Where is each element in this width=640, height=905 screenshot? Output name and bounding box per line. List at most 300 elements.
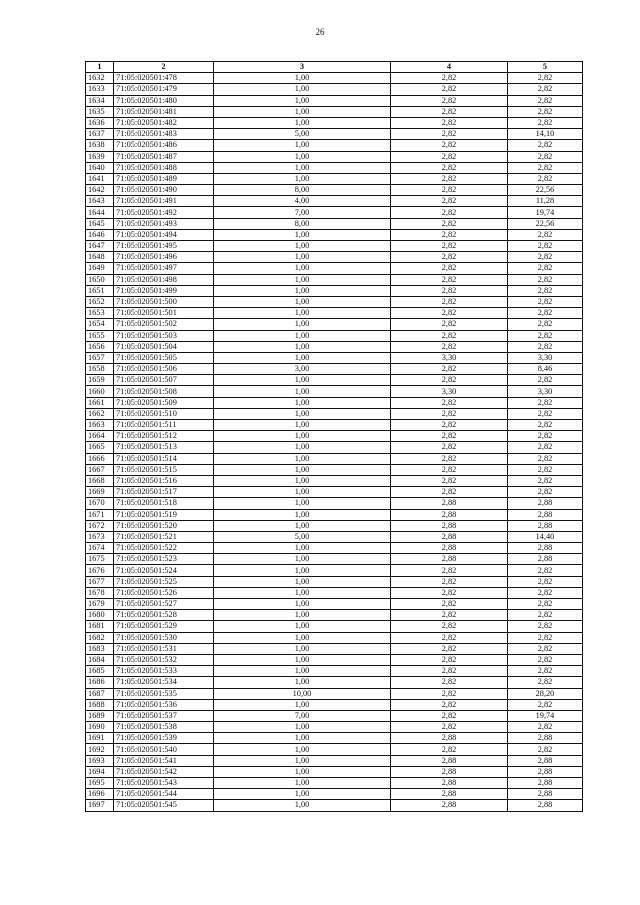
cell-cadastral-number: 71:05:020501:498 bbox=[114, 274, 214, 285]
cell-amount: 2,82 bbox=[508, 252, 583, 263]
table-row bbox=[86, 95, 583, 106]
cell-amount: 2,82 bbox=[508, 263, 583, 274]
cell-row-number: 1649 bbox=[86, 263, 114, 274]
cell-cadastral-number: 71:05:020501:524 bbox=[114, 565, 214, 576]
cell-row-number: 1648 bbox=[86, 252, 114, 263]
cell-cadastral-number: 71:05:020501:480 bbox=[114, 95, 214, 106]
cell-rate: 2,88 bbox=[391, 531, 508, 542]
cell-quantity: 1,00 bbox=[214, 431, 391, 442]
cell-row-number: 1697 bbox=[86, 800, 114, 811]
table-row bbox=[86, 319, 583, 330]
cell-quantity: 7,00 bbox=[214, 710, 391, 721]
cell-row-number: 1663 bbox=[86, 420, 114, 431]
cell-amount: 3,30 bbox=[508, 352, 583, 363]
cell-quantity: 1,00 bbox=[214, 453, 391, 464]
cell-amount: 2,82 bbox=[508, 162, 583, 173]
cell-row-number: 1695 bbox=[86, 778, 114, 789]
cell-quantity: 1,00 bbox=[214, 341, 391, 352]
cell-rate: 2,82 bbox=[391, 117, 508, 128]
table-row bbox=[86, 375, 583, 386]
cell-row-number: 1646 bbox=[86, 229, 114, 240]
cell-amount: 2,82 bbox=[508, 699, 583, 710]
table-row bbox=[86, 196, 583, 207]
cell-rate: 2,82 bbox=[391, 576, 508, 587]
table-row bbox=[86, 185, 583, 196]
cell-quantity: 1,00 bbox=[214, 778, 391, 789]
cell-cadastral-number: 71:05:020501:515 bbox=[114, 464, 214, 475]
cell-row-number: 1677 bbox=[86, 576, 114, 587]
cell-rate: 2,82 bbox=[391, 330, 508, 341]
cell-rate: 2,88 bbox=[391, 755, 508, 766]
cell-row-number: 1660 bbox=[86, 386, 114, 397]
cell-cadastral-number: 71:05:020501:495 bbox=[114, 241, 214, 252]
cell-rate: 2,82 bbox=[391, 140, 508, 151]
cell-amount: 2,88 bbox=[508, 800, 583, 811]
cell-quantity: 1,00 bbox=[214, 666, 391, 677]
cell-rate: 2,88 bbox=[391, 543, 508, 554]
cell-cadastral-number: 71:05:020501:493 bbox=[114, 218, 214, 229]
cell-amount: 2,82 bbox=[508, 487, 583, 498]
table-row bbox=[86, 173, 583, 184]
cell-rate: 2,88 bbox=[391, 789, 508, 800]
cell-cadastral-number: 71:05:020501:505 bbox=[114, 352, 214, 363]
cell-row-number: 1675 bbox=[86, 554, 114, 565]
cell-row-number: 1639 bbox=[86, 151, 114, 162]
cell-rate: 2,82 bbox=[391, 599, 508, 610]
cell-amount: 3,30 bbox=[508, 386, 583, 397]
cell-cadastral-number: 71:05:020501:491 bbox=[114, 196, 214, 207]
cell-quantity: 1,00 bbox=[214, 319, 391, 330]
cell-rate: 2,82 bbox=[391, 241, 508, 252]
cell-quantity: 1,00 bbox=[214, 722, 391, 733]
cell-row-number: 1673 bbox=[86, 531, 114, 542]
cell-cadastral-number: 71:05:020501:543 bbox=[114, 778, 214, 789]
cell-cadastral-number: 71:05:020501:500 bbox=[114, 296, 214, 307]
cell-cadastral-number: 71:05:020501:538 bbox=[114, 722, 214, 733]
cell-cadastral-number: 71:05:020501:490 bbox=[114, 185, 214, 196]
table-row bbox=[86, 744, 583, 755]
cell-quantity: 1,00 bbox=[214, 554, 391, 565]
cell-cadastral-number: 71:05:020501:517 bbox=[114, 487, 214, 498]
cell-quantity: 1,00 bbox=[214, 766, 391, 777]
cell-quantity: 10,00 bbox=[214, 688, 391, 699]
cell-cadastral-number: 71:05:020501:502 bbox=[114, 319, 214, 330]
cell-cadastral-number: 71:05:020501:539 bbox=[114, 733, 214, 744]
cell-row-number: 1640 bbox=[86, 162, 114, 173]
cell-rate: 2,82 bbox=[391, 196, 508, 207]
cell-rate: 2,82 bbox=[391, 364, 508, 375]
cell-cadastral-number: 71:05:020501:483 bbox=[114, 129, 214, 140]
cell-rate: 2,82 bbox=[391, 442, 508, 453]
cell-cadastral-number: 71:05:020501:533 bbox=[114, 666, 214, 677]
cell-row-number: 1657 bbox=[86, 352, 114, 363]
column-header-1: 1 bbox=[86, 62, 114, 73]
cell-amount: 14,10 bbox=[508, 129, 583, 140]
cell-amount: 2,82 bbox=[508, 420, 583, 431]
cell-rate: 2,82 bbox=[391, 173, 508, 184]
cell-rate: 2,82 bbox=[391, 464, 508, 475]
cell-amount: 2,82 bbox=[508, 442, 583, 453]
cell-quantity: 1,00 bbox=[214, 151, 391, 162]
cell-cadastral-number: 71:05:020501:516 bbox=[114, 475, 214, 486]
cell-quantity: 3,00 bbox=[214, 364, 391, 375]
cell-row-number: 1679 bbox=[86, 599, 114, 610]
cell-quantity: 1,00 bbox=[214, 498, 391, 509]
cell-row-number: 1651 bbox=[86, 285, 114, 296]
cell-quantity: 1,00 bbox=[214, 408, 391, 419]
cell-amount: 2,82 bbox=[508, 140, 583, 151]
cell-cadastral-number: 71:05:020501:541 bbox=[114, 755, 214, 766]
table-row bbox=[86, 643, 583, 654]
cell-rate: 2,82 bbox=[391, 610, 508, 621]
table-row bbox=[86, 352, 583, 363]
cell-row-number: 1652 bbox=[86, 296, 114, 307]
cell-quantity: 1,00 bbox=[214, 229, 391, 240]
cell-amount: 28,20 bbox=[508, 688, 583, 699]
cell-amount: 2,82 bbox=[508, 241, 583, 252]
column-header-3: 3 bbox=[214, 62, 391, 73]
cell-rate: 2,82 bbox=[391, 106, 508, 117]
cell-row-number: 1635 bbox=[86, 106, 114, 117]
cell-rate: 2,88 bbox=[391, 554, 508, 565]
cell-cadastral-number: 71:05:020501:525 bbox=[114, 576, 214, 587]
table-row bbox=[86, 397, 583, 408]
cell-amount: 2,82 bbox=[508, 643, 583, 654]
table-row bbox=[86, 509, 583, 520]
cell-row-number: 1650 bbox=[86, 274, 114, 285]
cell-amount: 2,82 bbox=[508, 464, 583, 475]
cell-rate: 2,88 bbox=[391, 778, 508, 789]
cell-row-number: 1680 bbox=[86, 610, 114, 621]
cell-row-number: 1634 bbox=[86, 95, 114, 106]
column-header-2: 2 bbox=[114, 62, 214, 73]
cell-quantity: 1,00 bbox=[214, 677, 391, 688]
cell-row-number: 1645 bbox=[86, 218, 114, 229]
cell-rate: 2,82 bbox=[391, 475, 508, 486]
cell-rate: 2,88 bbox=[391, 766, 508, 777]
cell-cadastral-number: 71:05:020501:528 bbox=[114, 610, 214, 621]
table-row bbox=[86, 218, 583, 229]
cell-quantity: 1,00 bbox=[214, 330, 391, 341]
cell-row-number: 1682 bbox=[86, 632, 114, 643]
cell-cadastral-number: 71:05:020501:481 bbox=[114, 106, 214, 117]
cell-quantity: 1,00 bbox=[214, 643, 391, 654]
cell-amount: 2,88 bbox=[508, 778, 583, 789]
cell-cadastral-number: 71:05:020501:520 bbox=[114, 520, 214, 531]
table-row bbox=[86, 722, 583, 733]
cell-quantity: 1,00 bbox=[214, 162, 391, 173]
cell-row-number: 1667 bbox=[86, 464, 114, 475]
table-row bbox=[86, 420, 583, 431]
table-row bbox=[86, 587, 583, 598]
cell-quantity: 1,00 bbox=[214, 475, 391, 486]
cell-cadastral-number: 71:05:020501:499 bbox=[114, 285, 214, 296]
cell-amount: 2,82 bbox=[508, 151, 583, 162]
table-row bbox=[86, 677, 583, 688]
cell-cadastral-number: 71:05:020501:514 bbox=[114, 453, 214, 464]
cell-cadastral-number: 71:05:020501:509 bbox=[114, 397, 214, 408]
cell-quantity: 1,00 bbox=[214, 296, 391, 307]
cell-rate: 2,82 bbox=[391, 677, 508, 688]
cell-cadastral-number: 71:05:020501:507 bbox=[114, 375, 214, 386]
cell-quantity: 1,00 bbox=[214, 173, 391, 184]
cell-row-number: 1643 bbox=[86, 196, 114, 207]
cell-rate: 2,82 bbox=[391, 285, 508, 296]
cell-rate: 2,82 bbox=[391, 420, 508, 431]
cell-quantity: 1,00 bbox=[214, 733, 391, 744]
cell-row-number: 1692 bbox=[86, 744, 114, 755]
cell-cadastral-number: 71:05:020501:526 bbox=[114, 587, 214, 598]
cell-amount: 2,82 bbox=[508, 397, 583, 408]
cell-quantity: 1,00 bbox=[214, 587, 391, 598]
table-row bbox=[86, 129, 583, 140]
cell-rate: 2,88 bbox=[391, 733, 508, 744]
cell-amount: 2,88 bbox=[508, 789, 583, 800]
cell-quantity: 1,00 bbox=[214, 520, 391, 531]
cell-rate: 2,82 bbox=[391, 162, 508, 173]
cell-cadastral-number: 71:05:020501:527 bbox=[114, 599, 214, 610]
cell-quantity: 5,00 bbox=[214, 129, 391, 140]
cell-amount: 2,88 bbox=[508, 543, 583, 554]
table-row bbox=[86, 666, 583, 677]
cell-row-number: 1693 bbox=[86, 755, 114, 766]
cell-rate: 2,82 bbox=[391, 151, 508, 162]
cell-amount: 2,82 bbox=[508, 677, 583, 688]
data-table bbox=[85, 61, 583, 812]
cell-row-number: 1687 bbox=[86, 688, 114, 699]
cell-rate: 2,82 bbox=[391, 632, 508, 643]
cell-rate: 2,82 bbox=[391, 229, 508, 240]
cell-cadastral-number: 71:05:020501:510 bbox=[114, 408, 214, 419]
cell-quantity: 1,00 bbox=[214, 699, 391, 710]
cell-quantity: 1,00 bbox=[214, 442, 391, 453]
cell-row-number: 1665 bbox=[86, 442, 114, 453]
table-row bbox=[86, 151, 583, 162]
table-row bbox=[86, 453, 583, 464]
table-row bbox=[86, 364, 583, 375]
cell-rate: 2,82 bbox=[391, 744, 508, 755]
cell-quantity: 8,00 bbox=[214, 185, 391, 196]
table-row bbox=[86, 755, 583, 766]
cell-quantity: 1,00 bbox=[214, 274, 391, 285]
cell-cadastral-number: 71:05:020501:537 bbox=[114, 710, 214, 721]
cell-cadastral-number: 71:05:020501:501 bbox=[114, 308, 214, 319]
cell-row-number: 1686 bbox=[86, 677, 114, 688]
cell-amount: 2,82 bbox=[508, 475, 583, 486]
table-row bbox=[86, 498, 583, 509]
cell-row-number: 1668 bbox=[86, 475, 114, 486]
cell-quantity: 1,00 bbox=[214, 654, 391, 665]
cell-rate: 3,30 bbox=[391, 386, 508, 397]
cell-row-number: 1688 bbox=[86, 699, 114, 710]
cell-amount: 2,88 bbox=[508, 766, 583, 777]
cell-quantity: 1,00 bbox=[214, 789, 391, 800]
table-row bbox=[86, 632, 583, 643]
cell-rate: 2,82 bbox=[391, 296, 508, 307]
cell-cadastral-number: 71:05:020501:513 bbox=[114, 442, 214, 453]
cell-row-number: 1633 bbox=[86, 84, 114, 95]
table-row bbox=[86, 241, 583, 252]
cell-quantity: 1,00 bbox=[214, 285, 391, 296]
table-row bbox=[86, 487, 583, 498]
cell-cadastral-number: 71:05:020501:536 bbox=[114, 699, 214, 710]
cell-quantity: 8,00 bbox=[214, 218, 391, 229]
cell-row-number: 1683 bbox=[86, 643, 114, 654]
cell-row-number: 1678 bbox=[86, 587, 114, 598]
cell-quantity: 1,00 bbox=[214, 800, 391, 811]
cell-quantity: 1,00 bbox=[214, 744, 391, 755]
cell-cadastral-number: 71:05:020501:530 bbox=[114, 632, 214, 643]
table-row bbox=[86, 408, 583, 419]
cell-amount: 2,88 bbox=[508, 554, 583, 565]
cell-amount: 2,82 bbox=[508, 632, 583, 643]
column-header-4: 4 bbox=[391, 62, 508, 73]
table-row bbox=[86, 464, 583, 475]
cell-row-number: 1671 bbox=[86, 509, 114, 520]
cell-amount: 2,88 bbox=[508, 498, 583, 509]
table-row bbox=[86, 296, 583, 307]
cell-rate: 2,82 bbox=[391, 699, 508, 710]
cell-quantity: 1,00 bbox=[214, 565, 391, 576]
cell-quantity: 1,00 bbox=[214, 599, 391, 610]
cell-cadastral-number: 71:05:020501:506 bbox=[114, 364, 214, 375]
table-row bbox=[86, 140, 583, 151]
cell-rate: 2,82 bbox=[391, 487, 508, 498]
cell-rate: 2,82 bbox=[391, 274, 508, 285]
cell-row-number: 1659 bbox=[86, 375, 114, 386]
cell-rate: 2,82 bbox=[391, 587, 508, 598]
cell-row-number: 1654 bbox=[86, 319, 114, 330]
cell-quantity: 4,00 bbox=[214, 196, 391, 207]
table-row bbox=[86, 117, 583, 128]
cell-cadastral-number: 71:05:020501:486 bbox=[114, 140, 214, 151]
table-body bbox=[86, 73, 583, 811]
cell-rate: 2,82 bbox=[391, 666, 508, 677]
cell-cadastral-number: 71:05:020501:535 bbox=[114, 688, 214, 699]
cell-amount: 2,82 bbox=[508, 285, 583, 296]
cell-quantity: 1,00 bbox=[214, 84, 391, 95]
cell-row-number: 1655 bbox=[86, 330, 114, 341]
cell-amount: 2,82 bbox=[508, 319, 583, 330]
cell-cadastral-number: 71:05:020501:508 bbox=[114, 386, 214, 397]
table-row bbox=[86, 73, 583, 84]
cell-rate: 2,88 bbox=[391, 509, 508, 520]
table-row bbox=[86, 576, 583, 587]
cell-quantity: 7,00 bbox=[214, 207, 391, 218]
cell-amount: 2,88 bbox=[508, 733, 583, 744]
table-row bbox=[86, 621, 583, 632]
cell-amount: 2,82 bbox=[508, 274, 583, 285]
table-row bbox=[86, 543, 583, 554]
cell-rate: 2,82 bbox=[391, 375, 508, 386]
cell-quantity: 1,00 bbox=[214, 106, 391, 117]
cell-quantity: 1,00 bbox=[214, 263, 391, 274]
table-row bbox=[86, 531, 583, 542]
table-row bbox=[86, 106, 583, 117]
cell-rate: 2,82 bbox=[391, 643, 508, 654]
cell-row-number: 1669 bbox=[86, 487, 114, 498]
cell-rate: 2,82 bbox=[391, 408, 508, 419]
cell-row-number: 1672 bbox=[86, 520, 114, 531]
cell-amount: 2,82 bbox=[508, 744, 583, 755]
cell-row-number: 1637 bbox=[86, 129, 114, 140]
cell-cadastral-number: 71:05:020501:545 bbox=[114, 800, 214, 811]
cell-amount: 2,82 bbox=[508, 341, 583, 352]
table-row bbox=[86, 554, 583, 565]
cell-quantity: 1,00 bbox=[214, 386, 391, 397]
cell-cadastral-number: 71:05:020501:542 bbox=[114, 766, 214, 777]
cell-amount: 22,56 bbox=[508, 185, 583, 196]
cell-cadastral-number: 71:05:020501:497 bbox=[114, 263, 214, 274]
cell-rate: 2,88 bbox=[391, 498, 508, 509]
cell-row-number: 1689 bbox=[86, 710, 114, 721]
cell-row-number: 1642 bbox=[86, 185, 114, 196]
cell-row-number: 1674 bbox=[86, 543, 114, 554]
cell-row-number: 1662 bbox=[86, 408, 114, 419]
cell-amount: 2,82 bbox=[508, 453, 583, 464]
cell-quantity: 1,00 bbox=[214, 543, 391, 554]
cell-amount: 2,82 bbox=[508, 117, 583, 128]
cell-cadastral-number: 71:05:020501:487 bbox=[114, 151, 214, 162]
table-row bbox=[86, 386, 583, 397]
table-row bbox=[86, 565, 583, 576]
cell-rate: 2,82 bbox=[391, 654, 508, 665]
cell-quantity: 1,00 bbox=[214, 755, 391, 766]
cell-row-number: 1658 bbox=[86, 364, 114, 375]
cell-rate: 2,82 bbox=[391, 319, 508, 330]
cell-quantity: 1,00 bbox=[214, 610, 391, 621]
cell-amount: 22,56 bbox=[508, 218, 583, 229]
table-row bbox=[86, 162, 583, 173]
cell-cadastral-number: 71:05:020501:522 bbox=[114, 543, 214, 554]
cell-cadastral-number: 71:05:020501:494 bbox=[114, 229, 214, 240]
cell-row-number: 1694 bbox=[86, 766, 114, 777]
cell-quantity: 1,00 bbox=[214, 375, 391, 386]
table-row bbox=[86, 688, 583, 699]
table-row bbox=[86, 520, 583, 531]
cell-amount: 8,46 bbox=[508, 364, 583, 375]
cell-amount: 14,40 bbox=[508, 531, 583, 542]
cell-cadastral-number: 71:05:020501:534 bbox=[114, 677, 214, 688]
cell-cadastral-number: 71:05:020501:544 bbox=[114, 789, 214, 800]
cell-cadastral-number: 71:05:020501:496 bbox=[114, 252, 214, 263]
cell-rate: 2,82 bbox=[391, 252, 508, 263]
cell-amount: 2,82 bbox=[508, 722, 583, 733]
cell-amount: 2,82 bbox=[508, 95, 583, 106]
cell-cadastral-number: 71:05:020501:518 bbox=[114, 498, 214, 509]
cell-amount: 2,82 bbox=[508, 621, 583, 632]
cell-amount: 19,74 bbox=[508, 710, 583, 721]
cell-quantity: 1,00 bbox=[214, 632, 391, 643]
cell-rate: 2,82 bbox=[391, 73, 508, 84]
cell-quantity: 1,00 bbox=[214, 352, 391, 363]
cell-rate: 2,82 bbox=[391, 308, 508, 319]
table-row bbox=[86, 229, 583, 240]
cell-amount: 2,82 bbox=[508, 565, 583, 576]
cell-amount: 2,82 bbox=[508, 587, 583, 598]
cell-amount: 2,82 bbox=[508, 84, 583, 95]
cell-row-number: 1661 bbox=[86, 397, 114, 408]
cell-cadastral-number: 71:05:020501:540 bbox=[114, 744, 214, 755]
cell-row-number: 1638 bbox=[86, 140, 114, 151]
cell-amount: 2,82 bbox=[508, 599, 583, 610]
cell-row-number: 1641 bbox=[86, 173, 114, 184]
cell-quantity: 1,00 bbox=[214, 509, 391, 520]
cell-rate: 2,82 bbox=[391, 431, 508, 442]
cell-amount: 2,82 bbox=[508, 654, 583, 665]
cell-rate: 2,88 bbox=[391, 800, 508, 811]
cell-rate: 2,82 bbox=[391, 710, 508, 721]
